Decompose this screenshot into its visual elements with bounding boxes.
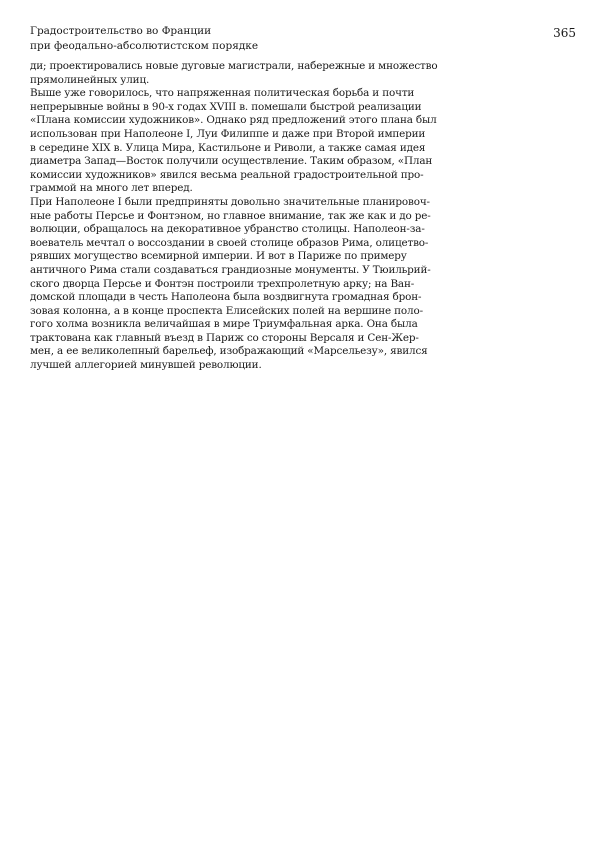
running-head-line-1: Градостроительство во Франции [30,25,212,37]
text-line: зовая колонна, а в конце проспекта Елисейских полей на вершине поло- [30,304,423,317]
body-text [30,60,438,373]
text-line: ского дворца Персье и Фонтэн построили трехпролетную арку; на Ван- [30,277,415,290]
text-line: волюции, обращалось на декоративное убранство столицы. Наполеон-за- [30,223,425,236]
text-line: воеватель мечтал о воссоздании в своей столице образов Рима, олицетво- [30,236,429,249]
text-line: При Наполеоне I были предприняты довольно значительные планировоч- [30,195,430,208]
text-line: гого холма возникла величайшая в мире Триумфальная арка. Она была [30,318,418,331]
text-line: комиссии художников» явился весьма реальной градостроительной про- [30,168,424,181]
text-line: мен, а ее великолепный барельеф, изображающий «Марсельезу», явился [30,345,428,358]
text-line: Выше уже говорилось, что напряженная политическая борьба и почти [30,87,415,100]
paragraph [30,60,438,87]
text-line: использован при Наполеоне I, Луи Филиппе и даже при Второй империи [30,127,426,140]
paragraph [30,195,431,373]
text-line: в середине XIX в. Улица Мира, Кастильоне и Риволи, а также самая идея [30,141,426,154]
text-line: рявших могущество всемирной империи. И вот в Париже по примеру [30,250,407,263]
running-head-line-2: при феодально-абсолютистском порядке [30,40,259,52]
text-line: античного Рима стали создаваться грандиозные монументы. У Тюильрий- [30,263,431,276]
text-line: ные работы Персье и Фонтэном, но главное внимание, так же как и до ре- [30,209,431,222]
text-line: домской площади в честь Наполеона была воздвигнута громадная брон- [30,291,422,304]
text-line: лучшей аллегорией минувшей революции. [30,359,262,372]
text-line: граммой на много лет вперед. [30,182,193,195]
text-line: ди; проектировались новые дуговые магистрали, набережные и множество [30,60,438,72]
page-header [30,24,576,60]
text-line: непрерывные войны в 90-х годах XVIII в. помешали быстрой реализации [30,100,422,113]
paragraph [30,87,437,196]
page-number: 365 [553,26,576,40]
text-line: «Плана комиссии художников». Однако ряд предложений этого плана был [30,114,437,127]
text-line: диаметра Запад—Восток получили осуществление. Таким образом, «План [30,155,433,168]
text-line: трактована как главный въезд в Париж со стороны Версаля и Сен-Жер- [30,331,419,344]
text-line: прямолинейных улиц. [30,73,150,86]
running-head [30,24,258,54]
